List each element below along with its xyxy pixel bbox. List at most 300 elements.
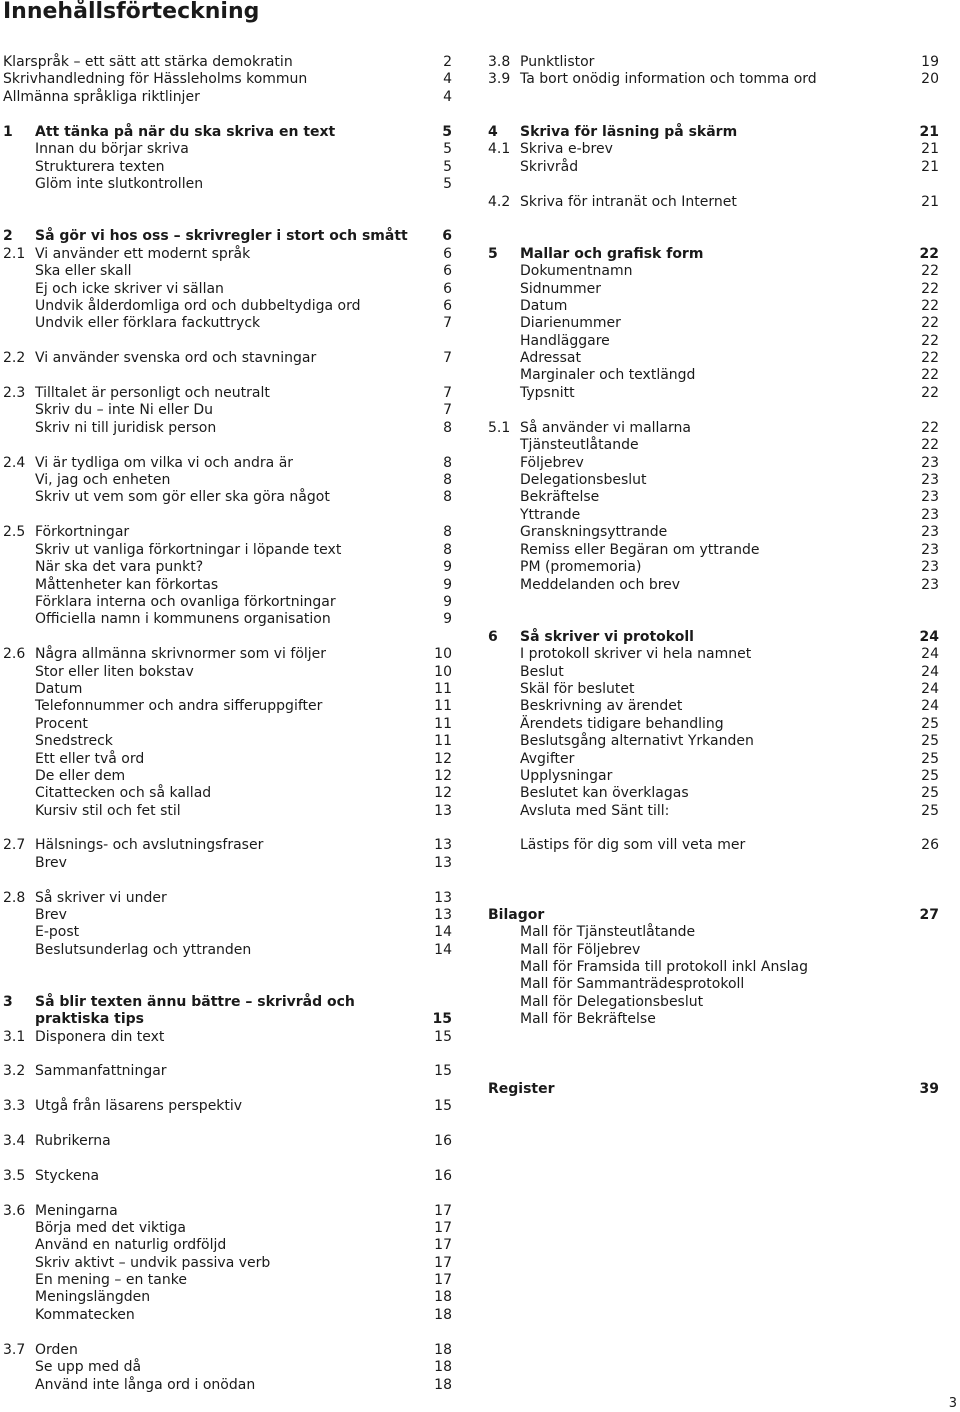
toc-entry xyxy=(0,123,452,141)
toc-entry-title: Förkortningar xyxy=(35,524,130,540)
toc-entry-title: Skrivhandledning för Hässleholms kommun xyxy=(3,71,308,87)
toc-entry-number: 3.1 xyxy=(3,1029,26,1045)
toc-entry-title: Sammanfattningar xyxy=(35,1063,167,1079)
toc-entry-title: Skriv ut vanliga förkortningar i löpande text xyxy=(35,542,342,558)
toc-entry-page: 15 xyxy=(434,1098,452,1114)
toc-entry xyxy=(0,53,452,71)
toc-entry-number: 2.3 xyxy=(3,385,26,401)
toc-entry-number: 3.2 xyxy=(3,1063,26,1079)
toc-entry-title: Utgå från läsarens perspektiv xyxy=(35,1098,243,1114)
toc-entry-page: 16 xyxy=(434,1168,452,1184)
toc-entry-page: 12 xyxy=(434,768,452,784)
toc-entry xyxy=(0,889,452,907)
toc-entry xyxy=(0,541,452,559)
toc-entry-number: 2.6 xyxy=(3,646,26,662)
toc-entry xyxy=(0,1028,452,1046)
toc-entry-page: 14 xyxy=(434,924,452,940)
toc-entry-page: 8 xyxy=(443,524,452,540)
toc-entry-page: 22 xyxy=(921,385,939,401)
toc-entry xyxy=(485,697,939,715)
toc-entry-page: 27 xyxy=(919,907,939,923)
toc-entry xyxy=(0,1062,452,1080)
toc-entry-page: 23 xyxy=(921,507,939,523)
toc-entry xyxy=(0,941,452,959)
toc-entry-page: 22 xyxy=(921,298,939,314)
toc-entry-page: 24 xyxy=(921,664,939,680)
toc-entry xyxy=(0,645,452,663)
toc-entry-page: 23 xyxy=(921,542,939,558)
toc-entry-page: 21 xyxy=(921,194,939,210)
toc-entry xyxy=(485,506,939,524)
toc-entry-title: Så gör vi hos oss – skrivregler i stort och smått xyxy=(35,228,408,244)
toc-entry xyxy=(0,1010,452,1028)
toc-entry xyxy=(0,663,452,681)
toc-entry xyxy=(485,140,939,158)
toc-entry xyxy=(485,280,939,298)
toc-entry-page: 13 xyxy=(434,837,452,853)
toc-entry-page: 20 xyxy=(921,71,939,87)
toc-entry-title: Så använder vi mallarna xyxy=(520,420,691,436)
toc-entry-page: 18 xyxy=(434,1359,452,1375)
toc-entry-title: Meddelanden och brev xyxy=(520,577,681,593)
toc-entry-page: 15 xyxy=(434,1063,452,1079)
toc-entry-title: Skäl för beslutet xyxy=(520,681,635,697)
toc-entry-title: Beslut xyxy=(520,664,564,680)
toc-entry xyxy=(485,366,939,384)
toc-entry-title: Måttenheter kan förkortas xyxy=(35,577,219,593)
toc-entry xyxy=(485,70,939,88)
toc-entry xyxy=(485,836,939,854)
toc-entry xyxy=(485,784,939,802)
toc-entry-title: Vi, jag och enheten xyxy=(35,472,171,488)
toc-entry-page: 19 xyxy=(921,54,939,70)
toc-entry-title: Följebrev xyxy=(520,455,584,471)
toc-entry xyxy=(0,715,452,733)
toc-entry-number: Register xyxy=(488,1081,555,1097)
toc-entry xyxy=(0,1288,452,1306)
toc-entry-page: 24 xyxy=(921,681,939,697)
toc-entry-page: 22 xyxy=(921,367,939,383)
toc-entry xyxy=(485,680,939,698)
page-title: Innehållsförteckning xyxy=(3,0,260,24)
toc-entry-page: 22 xyxy=(921,350,939,366)
toc-entry xyxy=(485,297,939,315)
toc-entry-page: 18 xyxy=(434,1342,452,1358)
toc-entry-page: 12 xyxy=(434,785,452,801)
toc-entry-number: 5 xyxy=(488,246,498,262)
toc-entry-title: Lästips för dig som vill veta mer xyxy=(520,837,746,853)
toc-entry xyxy=(485,906,939,924)
toc-entry-page: 7 xyxy=(443,402,452,418)
toc-entry-number: Bilagor xyxy=(488,907,545,923)
toc-entry-page: 6 xyxy=(443,263,452,279)
toc-entry xyxy=(0,471,452,489)
toc-entry-title: Mall för Delegationsbeslut xyxy=(520,994,704,1010)
toc-entry xyxy=(0,1358,452,1376)
toc-entry xyxy=(0,401,452,419)
toc-entry-number: 4.2 xyxy=(488,194,511,210)
toc-entry-title: Datum xyxy=(35,681,83,697)
toc-entry-page: 21 xyxy=(919,124,939,140)
toc-entry xyxy=(485,471,939,489)
toc-entry-page: 25 xyxy=(921,785,939,801)
toc-entry-page: 25 xyxy=(921,751,939,767)
toc-entry xyxy=(0,732,452,750)
toc-entry-title: Datum xyxy=(520,298,568,314)
toc-entry-number: 3.4 xyxy=(3,1133,26,1149)
toc-entry-page: 8 xyxy=(443,420,452,436)
toc-entry-page: 5 xyxy=(443,176,452,192)
toc-entry-title: Kursiv stil och fet stil xyxy=(35,803,181,819)
toc-entry-title: Marginaler och textlängd xyxy=(520,367,696,383)
toc-entry-title: PM (promemoria) xyxy=(520,559,642,575)
toc-entry xyxy=(485,993,939,1011)
toc-entry-title: Mallar och grafisk form xyxy=(520,246,704,262)
toc-entry-page: 24 xyxy=(921,646,939,662)
toc-entry-title: Meningarna xyxy=(35,1203,118,1219)
toc-entry-title: De eller dem xyxy=(35,768,126,784)
toc-entry-title: Så skriver vi under xyxy=(35,890,167,906)
toc-entry xyxy=(0,158,452,176)
toc-entry xyxy=(0,419,452,437)
toc-entry-page: 22 xyxy=(921,263,939,279)
toc-entry xyxy=(485,245,939,263)
toc-entry-title: Procent xyxy=(35,716,88,732)
toc-entry-title: Ska eller skall xyxy=(35,263,132,279)
toc-entry-page: 10 xyxy=(434,664,452,680)
toc-entry-page: 25 xyxy=(921,768,939,784)
toc-entry-page: 6 xyxy=(443,298,452,314)
toc-entry-title: Avsluta med Sänt till: xyxy=(520,803,670,819)
toc-entry-number: 6 xyxy=(488,629,498,645)
toc-entry xyxy=(0,923,452,941)
toc-entry-number: 2.8 xyxy=(3,890,26,906)
toc-entry-number: 2.2 xyxy=(3,350,26,366)
toc-entry xyxy=(0,576,452,594)
toc-entry xyxy=(0,593,452,611)
toc-entry xyxy=(0,280,452,298)
toc-entry-page: 9 xyxy=(443,611,452,627)
toc-entry-page: 39 xyxy=(919,1081,939,1097)
toc-entry-title: Ej och icke skriver vi sällan xyxy=(35,281,224,297)
toc-entry-title: Skriva för läsning på skärm xyxy=(520,124,738,140)
toc-entry-page: 11 xyxy=(434,698,452,714)
toc-entry-title: Dokumentnamn xyxy=(520,263,633,279)
toc-entry xyxy=(0,175,452,193)
toc-entry-title: Skriv ni till juridisk person xyxy=(35,420,217,436)
toc-entry xyxy=(485,1080,939,1098)
page-number: 3 xyxy=(948,1396,957,1411)
toc-entry xyxy=(0,1132,452,1150)
toc-entry xyxy=(485,558,939,576)
toc-entry-page: 23 xyxy=(921,489,939,505)
toc-entry xyxy=(0,836,452,854)
toc-entry xyxy=(485,767,939,785)
toc-entry xyxy=(485,262,939,280)
toc-entry xyxy=(485,193,939,211)
toc-entry-number: 2.4 xyxy=(3,455,26,471)
toc-entry-page: 4 xyxy=(443,71,452,87)
toc-entry xyxy=(0,1271,452,1289)
toc-entry-page: 18 xyxy=(434,1289,452,1305)
toc-entry-page: 17 xyxy=(434,1237,452,1253)
toc-left-column xyxy=(0,0,460,1412)
toc-entry xyxy=(485,384,939,402)
toc-entry-number: 3.5 xyxy=(3,1168,26,1184)
toc-entry xyxy=(0,1341,452,1359)
toc-entry-title: Beslutsunderlag och yttranden xyxy=(35,942,252,958)
toc-entry-title: Glöm inte slutkontrollen xyxy=(35,176,204,192)
toc-entry-page: 5 xyxy=(442,124,452,140)
toc-entry xyxy=(485,53,939,71)
toc-entry-title: Typsnitt xyxy=(520,385,575,401)
toc-entry xyxy=(485,750,939,768)
toc-entry xyxy=(485,419,939,437)
toc-entry-title: Upplysningar xyxy=(520,768,613,784)
toc-entry xyxy=(0,488,452,506)
toc-entry-page: 26 xyxy=(921,837,939,853)
toc-entry-title: Citattecken och så kallad xyxy=(35,785,212,801)
toc-entry-title: Kommatecken xyxy=(35,1307,135,1323)
toc-entry-number: 3.3 xyxy=(3,1098,26,1114)
toc-entry-number: 3.7 xyxy=(3,1342,26,1358)
toc-entry-number: 3.9 xyxy=(488,71,511,87)
toc-entry-page: 25 xyxy=(921,733,939,749)
toc-entry xyxy=(485,663,939,681)
toc-entry-page: 5 xyxy=(443,141,452,157)
toc-entry-page: 5 xyxy=(443,159,452,175)
toc-entry xyxy=(485,314,939,332)
toc-entry-page: 21 xyxy=(921,141,939,157)
toc-entry-page: 7 xyxy=(443,385,452,401)
toc-entry xyxy=(0,784,452,802)
toc-entry xyxy=(0,314,452,332)
toc-entry-page: 22 xyxy=(921,281,939,297)
toc-entry-title: Se upp med då xyxy=(35,1359,142,1375)
toc-entry xyxy=(0,384,452,402)
toc-entry-title: Punktlistor xyxy=(520,54,595,70)
toc-entry-page: 6 xyxy=(443,246,452,262)
toc-entry-title: E-post xyxy=(35,924,80,940)
toc-entry-page: 8 xyxy=(443,489,452,505)
toc-entry xyxy=(0,1219,452,1237)
toc-entry-page: 17 xyxy=(434,1220,452,1236)
toc-entry-page: 22 xyxy=(921,420,939,436)
toc-entry-title: Mall för Följebrev xyxy=(520,942,641,958)
toc-entry xyxy=(485,975,939,993)
toc-entry-title: Telefonnummer och andra sifferuppgifter xyxy=(35,698,323,714)
toc-entry-title: Tilltalet är personligt och neutralt xyxy=(35,385,270,401)
toc-entry-number: 2.1 xyxy=(3,246,26,262)
toc-entry xyxy=(0,1254,452,1272)
toc-entry-page: 8 xyxy=(443,455,452,471)
toc-entry-title: Officiella namn i kommunens organisation xyxy=(35,611,331,627)
toc-entry-page: 24 xyxy=(921,698,939,714)
toc-entry xyxy=(485,923,939,941)
toc-entry-title: Några allmänna skrivnormer som vi följer xyxy=(35,646,327,662)
toc-entry xyxy=(485,523,939,541)
toc-entry-title: Hälsnings- och avslutningsfraser xyxy=(35,837,264,853)
toc-entry xyxy=(0,454,452,472)
toc-entry-title: Disponera din text xyxy=(35,1029,165,1045)
toc-entry xyxy=(0,1097,452,1115)
toc-entry-page: 14 xyxy=(434,942,452,958)
toc-entry xyxy=(0,697,452,715)
toc-entry-number: 2.5 xyxy=(3,524,26,540)
toc-entry-title: Beslutsgång alternativt Yrkanden xyxy=(520,733,754,749)
toc-entry xyxy=(0,802,452,820)
toc-entry-title: Yttrande xyxy=(520,507,581,523)
toc-entry xyxy=(0,70,452,88)
toc-entry-page: 23 xyxy=(921,455,939,471)
toc-entry xyxy=(0,610,452,628)
toc-entry xyxy=(0,1376,452,1394)
toc-entry-title: Undvik eller förklara fackuttryck xyxy=(35,315,261,331)
toc-entry-page: 12 xyxy=(434,751,452,767)
toc-entry-page: 23 xyxy=(921,524,939,540)
toc-entry-title: Beskrivning av ärendet xyxy=(520,698,683,714)
toc-entry-title: Ett eller två ord xyxy=(35,751,145,767)
toc-entry-page: 15 xyxy=(434,1029,452,1045)
toc-entry xyxy=(0,767,452,785)
toc-entry-number: 3.8 xyxy=(488,54,511,70)
toc-entry xyxy=(485,576,939,594)
toc-entry-page: 11 xyxy=(434,716,452,732)
toc-entry-page: 6 xyxy=(443,281,452,297)
toc-entry xyxy=(0,750,452,768)
toc-entry-number: 2.7 xyxy=(3,837,26,853)
toc-entry xyxy=(0,523,452,541)
toc-entry xyxy=(0,140,452,158)
toc-entry-page: 8 xyxy=(443,472,452,488)
toc-entry-title: Remiss eller Begäran om yttrande xyxy=(520,542,760,558)
toc-entry xyxy=(0,245,452,263)
toc-entry-title: Att tänka på när du ska skriva en text xyxy=(35,124,336,140)
toc-entry-title: Styckena xyxy=(35,1168,100,1184)
toc-entry-title: Klarspråk – ett sätt att stärka demokratin xyxy=(3,54,293,70)
toc-entry-title: Skrivråd xyxy=(520,159,579,175)
toc-entry xyxy=(0,1167,452,1185)
toc-entry-page: 22 xyxy=(919,246,939,262)
toc-entry xyxy=(485,645,939,663)
toc-entry-page: 17 xyxy=(434,1203,452,1219)
toc-entry xyxy=(0,88,452,106)
toc-entry-page: 6 xyxy=(442,228,452,244)
toc-entry-page: 18 xyxy=(434,1377,452,1393)
toc-entry-title: Använd inte långa ord i onödan xyxy=(35,1377,256,1393)
toc-entry-title: Ärendets tidigare behandling xyxy=(520,716,724,732)
toc-entry-number: 5.1 xyxy=(488,420,511,436)
toc-entry xyxy=(0,349,452,367)
toc-entry-page: 4 xyxy=(443,89,452,105)
toc-entry-title: Brev xyxy=(35,907,67,923)
toc-entry-title: Vi är tydliga om vilka vi och andra är xyxy=(35,455,294,471)
toc-entry-title: Använd en naturlig ordföljd xyxy=(35,1237,227,1253)
toc-entry xyxy=(485,1010,939,1028)
toc-entry-title: Handläggare xyxy=(520,333,610,349)
toc-entry xyxy=(485,732,939,750)
toc-entry xyxy=(0,1202,452,1220)
toc-entry-title: Börja med det viktiga xyxy=(35,1220,186,1236)
toc-entry xyxy=(0,854,452,872)
toc-entry-title: Vi använder ett modernt språk xyxy=(35,246,251,262)
toc-entry-title: Mall för Bekräftelse xyxy=(520,1011,656,1027)
toc-entry-title: Snedstreck xyxy=(35,733,113,749)
toc-entry-page: 15 xyxy=(432,1011,452,1027)
toc-entry-title: Skriv aktivt – undvik passiva verb xyxy=(35,1255,271,1271)
toc-entry-title: Så blir texten ännu bättre – skrivråd och xyxy=(35,994,355,1010)
toc-entry xyxy=(0,993,452,1011)
toc-entry-title: Mall för Tjänsteutlåtande xyxy=(520,924,696,940)
toc-entry xyxy=(0,262,452,280)
toc-entry xyxy=(485,349,939,367)
toc-entry-title: Förklara interna och ovanliga förkortningar xyxy=(35,594,336,610)
toc-entry-title: Brev xyxy=(35,855,67,871)
toc-entry-page: 9 xyxy=(443,559,452,575)
toc-entry-page: 10 xyxy=(434,646,452,662)
toc-entry-title: När ska det vara punkt? xyxy=(35,559,204,575)
toc-entry-page: 7 xyxy=(443,350,452,366)
toc-entry-title: praktiska tips xyxy=(35,1011,144,1027)
toc-entry-page: 17 xyxy=(434,1255,452,1271)
toc-entry xyxy=(485,715,939,733)
toc-entry-number: 4.1 xyxy=(488,141,511,157)
toc-entry-title: Rubrikerna xyxy=(35,1133,111,1149)
toc-entry-page: 22 xyxy=(921,333,939,349)
toc-entry-page: 8 xyxy=(443,542,452,558)
toc-entry-page: 23 xyxy=(921,559,939,575)
toc-entry-number: 4 xyxy=(488,124,498,140)
toc-entry-title: Så skriver vi protokoll xyxy=(520,629,694,645)
toc-entry xyxy=(485,123,939,141)
toc-entry-number: 1 xyxy=(3,124,13,140)
toc-entry-title: En mening – en tanke xyxy=(35,1272,187,1288)
toc-entry-page: 25 xyxy=(921,803,939,819)
toc-entry xyxy=(485,158,939,176)
toc-right-column xyxy=(485,0,960,1412)
toc-entry-title: Skriv du – inte Ni eller Du xyxy=(35,402,214,418)
toc-entry xyxy=(485,541,939,559)
toc-entry-title: Meningslängden xyxy=(35,1289,151,1305)
toc-entry xyxy=(485,436,939,454)
toc-entry-title: Avgifter xyxy=(520,751,575,767)
toc-entry-page: 13 xyxy=(434,855,452,871)
toc-entry-page: 24 xyxy=(919,629,939,645)
toc-entry-title: Innan du börjar skriva xyxy=(35,141,189,157)
toc-entry-page: 13 xyxy=(434,803,452,819)
toc-entry-title: Granskningsyttrande xyxy=(520,524,668,540)
toc-entry xyxy=(485,332,939,350)
toc-entry-number: 2 xyxy=(3,228,13,244)
toc-entry-title: Tjänsteutlåtande xyxy=(520,437,639,453)
toc-entry-title: Ta bort onödig information och tomma ord xyxy=(520,71,817,87)
toc-entry-number: 3.6 xyxy=(3,1203,26,1219)
toc-entry xyxy=(485,488,939,506)
toc-entry-page: 2 xyxy=(443,54,452,70)
toc-entry xyxy=(485,958,939,976)
toc-entry-title: Allmänna språkliga riktlinjer xyxy=(3,89,200,105)
toc-entry-page: 13 xyxy=(434,907,452,923)
toc-entry-page: 16 xyxy=(434,1133,452,1149)
toc-entry-page: 9 xyxy=(443,594,452,610)
toc-entry-page: 23 xyxy=(921,577,939,593)
toc-entry xyxy=(485,454,939,472)
toc-entry xyxy=(0,680,452,698)
toc-entry-title: Skriv ut vem som gör eller ska göra något xyxy=(35,489,330,505)
toc-entry-page: 9 xyxy=(443,577,452,593)
toc-entry-page: 7 xyxy=(443,315,452,331)
toc-entry-title: Adressat xyxy=(520,350,581,366)
